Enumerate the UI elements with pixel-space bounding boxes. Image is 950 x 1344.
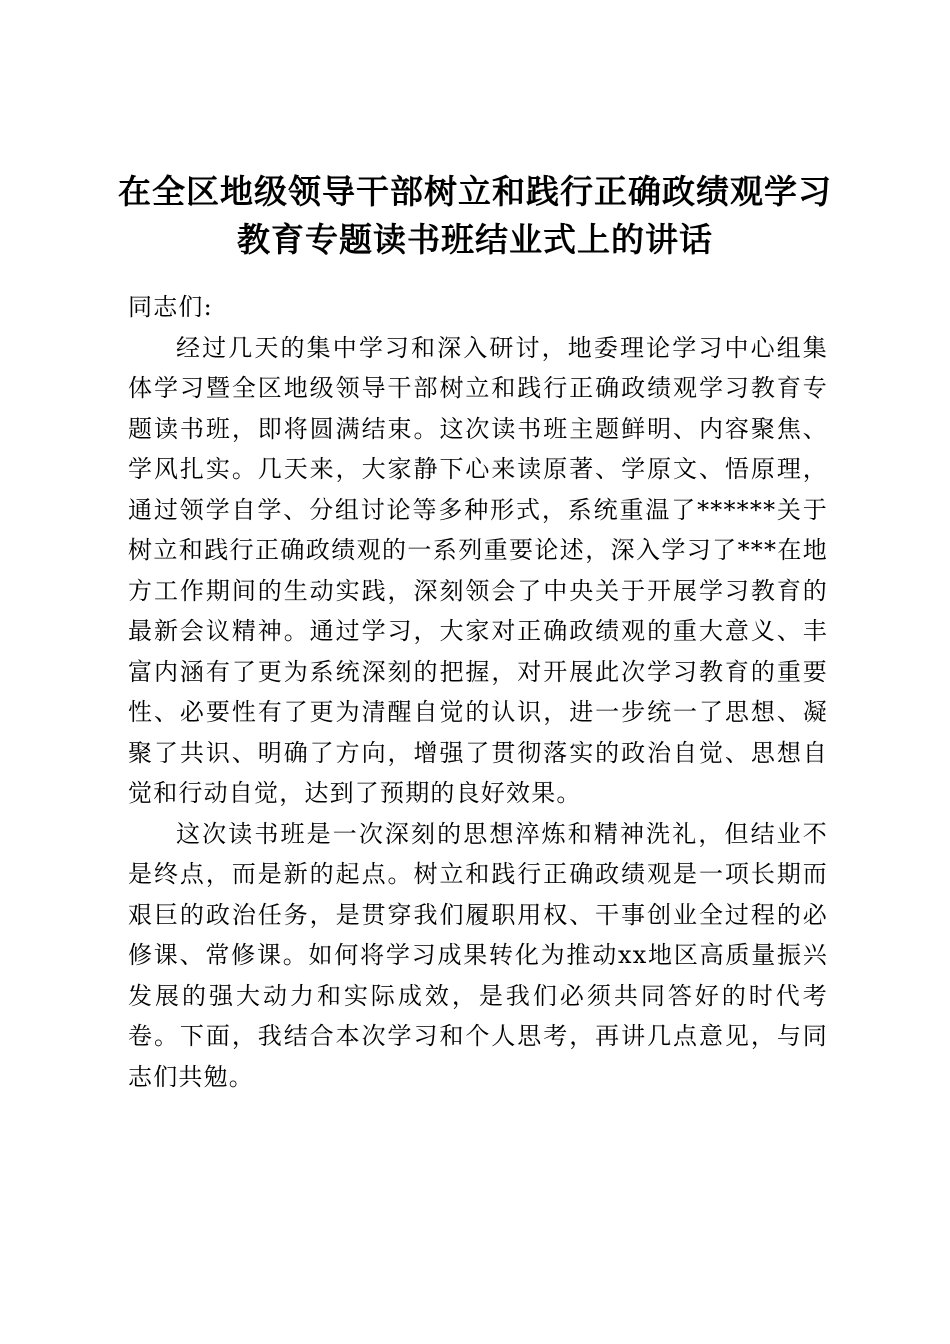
- paragraph-2: 这次读书班是一次深刻的思想淬炼和精神洗礼，但结业不是终点，而是新的起点。树立和践行正确政绩观是一项长期而艰巨的政治任务，是贯穿我们履职用权、干事创业全过程的必修课、常修课。如何将学习成果转化为推动xx地区高质量振兴发展的强大动力和实际成效，是我们必须共同答好的时代考卷。下面，我结合本次学习和个人思考，再讲几点意见，与同志们共勉。: [128, 819, 828, 1091]
- document-body: [128, 287, 828, 1097]
- salutation: 同志们:: [128, 293, 213, 321]
- document-title: 在全区地级领导干部树立和践行正确政绩观学习教育专题读书班结业式上的讲话: [118, 172, 832, 259]
- paragraph-1: 经过几天的集中学习和深入研讨，地委理论学习中心组集体学习暨全区地级领导干部树立和践行正确政绩观学习教育专题读书班，即将圆满结束。这次读书班主题鲜明、内容聚焦、学风扎实。几天来，大家静下心来读原著、学原文、悟原理，通过领学自学、分组讨论等多种形式，系统重温了******关于树立和践行正确政绩观的一系列重要论述，深入学习了***在地方工作期间的生动实践，深刻领会了中央关于开展学习教育的最新会议精神。通过学习，大家对正确政绩观的重大意义、丰富内涵有了更为系统深刻的把握，对开展此次学习教育的重要性、必要性有了更为清醒自觉的认识，进一步统一了思想、凝聚了共识、明确了方向，增强了贯彻落实的政治自觉、思想自觉和行动自觉，达到了预期的良好效果。: [128, 333, 828, 807]
